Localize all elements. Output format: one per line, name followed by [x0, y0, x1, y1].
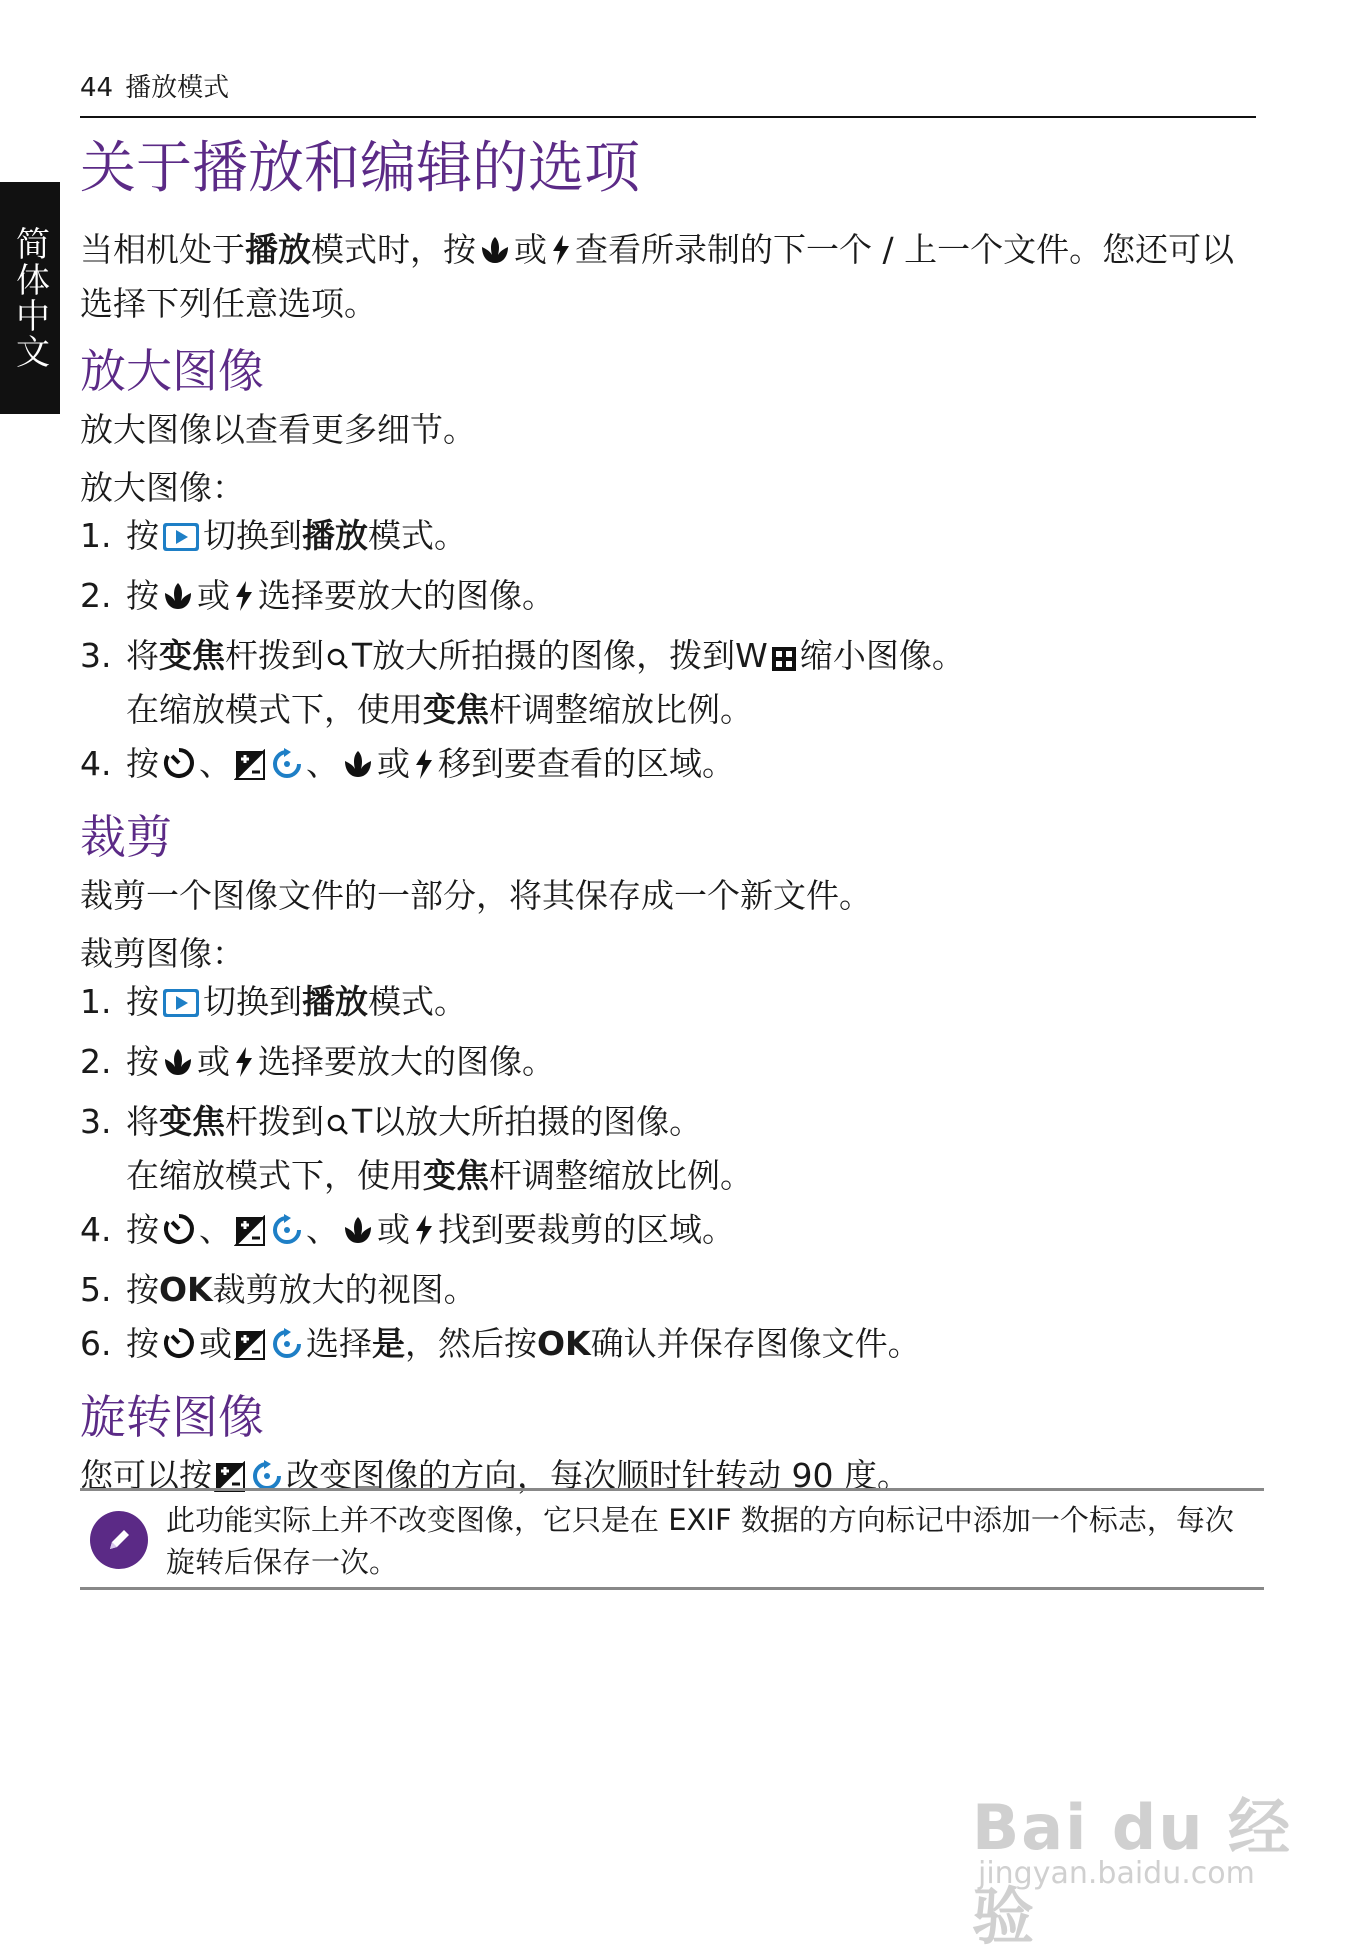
- step-text: 杆拨到: [225, 636, 324, 675]
- step-number: 1.: [80, 982, 112, 1021]
- intro-bold-play: 播放: [245, 230, 311, 269]
- step-text: 按: [126, 982, 159, 1021]
- self-timer-icon: [161, 1211, 197, 1260]
- step-text: 选择: [306, 1324, 372, 1363]
- ok-button-label: OK: [159, 1270, 213, 1309]
- rotate-icon: [270, 1212, 304, 1260]
- watermark-logo: Bai du 经验: [972, 1791, 1293, 1953]
- step-number: 2.: [80, 576, 112, 615]
- rotate-icon: [270, 1326, 304, 1374]
- step-text: 按: [126, 1324, 159, 1363]
- section-heading-crop: 裁剪: [80, 810, 172, 864]
- step-text: 将: [126, 636, 159, 675]
- list-item: [80, 512, 1260, 566]
- step-text: 、: [306, 744, 339, 783]
- watermark: [972, 1760, 1302, 1953]
- tele-letter: T: [352, 636, 373, 675]
- list-item: [80, 632, 1260, 734]
- flash-icon: [549, 232, 573, 280]
- step-text: 或: [197, 1042, 230, 1081]
- macro-icon: [161, 578, 195, 626]
- step-number: 4.: [80, 744, 112, 783]
- step-text: 按: [126, 576, 159, 615]
- section-heading-zoom: 放大图像: [80, 344, 264, 398]
- step-text: 确认并保存图像文件。: [590, 1324, 921, 1363]
- thumbnail-grid-icon: [770, 638, 798, 686]
- tele-letter: T: [352, 1102, 373, 1141]
- step-bold: 播放: [302, 516, 368, 555]
- macro-icon: [341, 1212, 375, 1260]
- flash-icon: [232, 1044, 256, 1092]
- intro-text-4: 查看所录制的下一个 / 上一个文件。您还可以选择下列任意选项。: [80, 230, 1235, 323]
- pencil-icon: [90, 1511, 148, 1569]
- step-text: 以放大所拍摄的图像。: [372, 1102, 703, 1141]
- step-text: 、: [199, 744, 232, 783]
- language-tab: [0, 182, 60, 414]
- step-text: 按: [126, 1210, 159, 1249]
- crop-description: 裁剪一个图像文件的一部分，将其保存成一个新文件。: [80, 876, 872, 915]
- watermark-url: jingyan.baidu.com: [978, 1856, 1255, 1891]
- note-text: 此功能实际上并不改变图像，它只是在 EXIF 数据的方向标记中添加一个标志，每次旋转后保存一次。: [166, 1503, 1234, 1579]
- intro-text-3: 或: [514, 230, 547, 269]
- crop-steps-lead: 裁剪图像：: [80, 934, 245, 973]
- crop-steps: [80, 978, 1260, 1374]
- step-text: ，然后按: [405, 1324, 537, 1363]
- list-item: [80, 978, 1260, 1032]
- step-number: 6.: [80, 1324, 112, 1363]
- exposure-icon: [234, 746, 266, 794]
- self-timer-icon: [161, 745, 197, 794]
- step-bold: 变焦: [159, 1102, 225, 1141]
- step-number: 4.: [80, 1210, 112, 1249]
- step-text: 模式。: [368, 516, 467, 555]
- list-item: [80, 740, 1260, 794]
- list-item: [80, 1038, 1260, 1092]
- play-icon: [161, 518, 201, 566]
- note-box: [80, 1488, 1264, 1590]
- zoom-steps-lead: 放大图像：: [80, 468, 245, 507]
- language-tab-label: 简体中文: [9, 226, 50, 370]
- flash-icon: [412, 1212, 436, 1260]
- ok-button-label: OK: [537, 1324, 591, 1363]
- rotate-icon: [270, 746, 304, 794]
- magnifier-icon: [326, 1104, 350, 1152]
- page-content: [80, 124, 1260, 1506]
- step-text: 按: [126, 744, 159, 783]
- step-bold: 是: [372, 1324, 405, 1363]
- step-number: 5.: [80, 1270, 112, 1309]
- intro-paragraph: [80, 226, 1260, 328]
- step-text: 按: [126, 1042, 159, 1081]
- wide-letter: W: [735, 636, 768, 675]
- step-bold: 播放: [302, 982, 368, 1021]
- step-text: 或: [197, 576, 230, 615]
- page-title: 关于播放和编辑的选项: [80, 136, 640, 201]
- step-text: 找到要裁剪的区域。: [438, 1210, 735, 1249]
- step-number: 3.: [80, 636, 112, 675]
- step-text: 将: [126, 1102, 159, 1141]
- step-text: 或: [377, 744, 410, 783]
- step-bold: 变焦: [423, 1156, 489, 1195]
- step-number: 1.: [80, 516, 112, 555]
- step-text: 、: [306, 1210, 339, 1249]
- step-number: 2.: [80, 1042, 112, 1081]
- step-text: 切换到: [203, 982, 302, 1021]
- step-text: 放大所拍摄的图像，拨到: [372, 636, 736, 675]
- intro-text-2: 模式时，按: [311, 230, 476, 269]
- page-number: 44: [80, 73, 114, 103]
- step-text: 缩小图像。: [799, 636, 965, 675]
- magnifier-icon: [326, 638, 350, 686]
- step-text: 选择要放大的图像。: [258, 1042, 555, 1081]
- play-icon: [161, 984, 201, 1032]
- list-item: [80, 572, 1260, 626]
- step-bold: 变焦: [159, 636, 225, 675]
- list-item: [80, 1206, 1260, 1260]
- step-text: 或: [377, 1210, 410, 1249]
- zoom-steps: [80, 512, 1260, 794]
- macro-icon: [478, 232, 512, 280]
- macro-icon: [341, 746, 375, 794]
- list-item: [80, 1266, 1260, 1314]
- step-text: 杆调整缩放比例。: [489, 1156, 753, 1195]
- list-item: [80, 1098, 1260, 1200]
- intro-text-1: 当相机处于: [80, 230, 245, 269]
- self-timer-icon: [161, 1325, 197, 1374]
- step-text: 在缩放模式下，使用: [126, 690, 423, 729]
- step-text: 在缩放模式下，使用: [126, 1156, 423, 1195]
- step-text: 按: [126, 516, 159, 555]
- step-text: 模式。: [368, 982, 467, 1021]
- page-header: [80, 72, 1256, 118]
- macro-icon: [161, 1044, 195, 1092]
- step-text: 或: [199, 1324, 232, 1363]
- list-item: [80, 1320, 1260, 1374]
- rotate-text-2: 改变图像的方向，每次顺时针转动 90 度。: [286, 1456, 910, 1495]
- step-text: 选择要放大的图像。: [258, 576, 555, 615]
- section-heading-rotate: 旋转图像: [80, 1390, 264, 1444]
- flash-icon: [232, 578, 256, 626]
- step-number: 3.: [80, 1102, 112, 1141]
- step-text: 切换到: [203, 516, 302, 555]
- flash-icon: [412, 746, 436, 794]
- step-bold: 变焦: [423, 690, 489, 729]
- step-text: 移到要查看的区域。: [438, 744, 735, 783]
- step-text: 、: [199, 1210, 232, 1249]
- section-name: 播放模式: [125, 73, 230, 103]
- rotate-text-1: 您可以按: [80, 1456, 212, 1495]
- step-text: 按: [126, 1270, 159, 1309]
- exposure-icon: [234, 1212, 266, 1260]
- step-text: 裁剪放大的视图。: [212, 1270, 477, 1309]
- step-text: 杆调整缩放比例。: [489, 690, 753, 729]
- step-text: 杆拨到: [225, 1102, 324, 1141]
- zoom-description: 放大图像以查看更多细节。: [80, 410, 476, 449]
- exposure-icon: [234, 1326, 266, 1374]
